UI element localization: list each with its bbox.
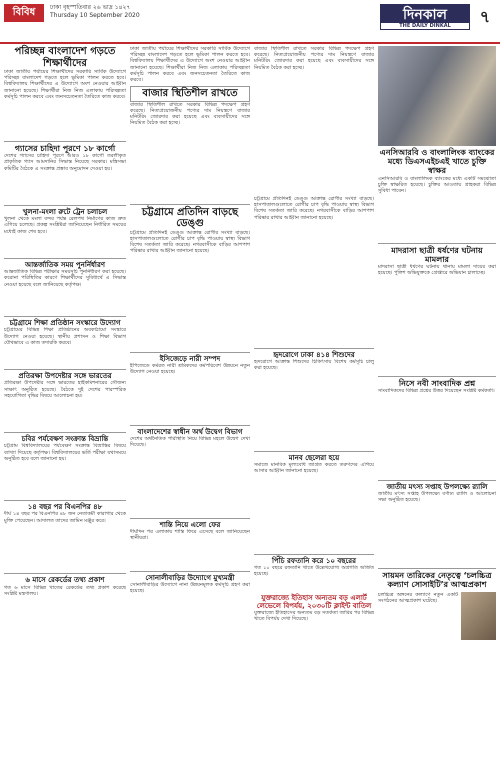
article-body: এনসিআরবি ও বাংলালিংক ব্যাংকের মধ্যে একটি সমঝোতা চুক্তি স্বাক্ষরিত হয়েছে। চুক্তির আওতায় গ্রাহকরা বিভিন্ন সুবিধা পাবেন। (378, 175, 496, 194)
divider (4, 500, 126, 501)
divider (4, 369, 126, 370)
article-body: ঢাকা জাতীয় পর্যায়ের শিক্ষার্থীদের সরকারি সার্বিক উদ্যোগে পরিচ্ছন্ন বাংলাদেশ গড়তে হলে ভূমিকা পালন করতে হবে। বিশ্ববিদ্যালয় শিক্ষার্থীদের এ উদ্যোগে অংশ নেওয়ার আহ্বান জানানো হয়েছে। শিক্ষার্থীরা নিজ নিজ এলাকায় পরিচ্ছন্নতা কর্মসূচি পালন করবে এবং জনসচেতনতা তৈরিতে কাজ করবে। (130, 46, 250, 84)
divider (254, 554, 374, 555)
article-body: চলচ্চিত্র অঙ্গনের কল্যাণে নতুন একটি সংগঠনের আত্মপ্রকাশ ঘটেছে। (378, 591, 458, 604)
article-body: সোনালীবাড়ির উদ্যোগে নানা উন্নয়নমূলক কর্মসূচি গ্রহণ করা হয়েছে। (130, 581, 250, 594)
divider (378, 480, 496, 481)
divider (4, 316, 126, 317)
divider (378, 568, 496, 569)
article-body: সাংবাদিকদের বিভিন্ন প্রশ্নের উত্তর দিয়েছেন সংশ্লিষ্ট কর্মকর্তা। (378, 388, 495, 395)
headline: বাজার স্থিতিশীল রাখতে (130, 86, 250, 102)
brand-name: দিনকাল (402, 7, 447, 23)
dateline (50, 4, 140, 20)
portrait-photo (461, 592, 496, 640)
article-body: ইপিজেডে কর্মরত নারী শ্রমিকদের কর্মপরিবেশ উন্নয়নে নতুন উদ্যোগ নেওয়া হয়েছে। (130, 362, 250, 375)
divider (254, 348, 374, 349)
headline: পরিচ্ছন্ন বাংলাদেশ গড়তে শিক্ষার্থীদের (14, 46, 116, 69)
article-body: প্রতিরক্ষা উপদেষ্টার সঙ্গে ভারতের হাইকমিশনারের সৌজন্য সাক্ষাৎ অনুষ্ঠিত হয়েছে। বৈঠকে দুই দেশের পারস্পরিক সহযোগিতা বৃদ্ধির বিষয়ে আলোচনা হয়। (4, 380, 126, 399)
article-body: দেশের অর্থনৈতিক পরিস্থিতি নিয়ে বিভিন্ন মহলে উদ্বেগ দেখা দিয়েছে। (130, 435, 250, 448)
wide-story (254, 594, 374, 760)
article-body: চট্টগ্রামে প্রতিদিনই ডেঙ্গু আক্রান্ত রোগীর সংখ্যা বাড়ছে। হাসপাতালগুলোতে রোগীর চাপ বৃদ্ধি পাওয়ায় স্বাস্থ্য বিভাগ বিশেষ সতর্কতা জারি করেছে। নগরবাসীকে বাড়ির আশপাশ পরিষ্কার রাখার আহ্বান জানানো হয়েছে। (254, 196, 374, 221)
divider (4, 258, 126, 259)
divider (254, 451, 374, 452)
headline: মাদরাসা ছাত্রী ধর্ষণের ঘটনায় মামলার (391, 245, 483, 264)
headline: সায়মন তারিকের নেতৃত্বে ‘চলচ্চিত্র কল্যাণ সোসাইটি’র আত্মপ্রকাশ (382, 571, 492, 590)
divider (4, 205, 126, 206)
divider (130, 204, 250, 205)
divider (130, 352, 250, 353)
date-en: Thursday 10 September 2020 (50, 12, 140, 19)
divider (378, 376, 496, 377)
article-body: সমাজে মানবিক মূল্যবোধ জাগ্রত করতে তরুণদের এগিয়ে আসার আহ্বান জানানো হয়েছে। (254, 462, 374, 475)
article-body: হৃদরোগে আক্রান্ত শিশুদের চিকিৎসায় বিশেষ কর্মসূচি চালু করা হয়েছে। (254, 359, 374, 372)
divider (4, 432, 126, 433)
society-story (378, 592, 496, 682)
signing-photo (378, 46, 496, 146)
article-body: যুক্তরাজ্যে ইতিহাসের অন্যতম বড় সতর্কতা জারির পর বিভিন্ন খাতে বিপর্যয় দেখা দিয়েছে। (254, 610, 374, 623)
divider (130, 425, 250, 426)
page-number: ৭ (479, 7, 491, 26)
headline: আন্তর্জাতিক সময় পুনর্নির্ধারণ (24, 261, 106, 270)
headline: যুক্তরাজ্যে ইতিহাস অন্যতম বড় এলার্ট লেভেলে বিপর্যয়, ২০৩০টি ক্লাইন্ট বাতিল (256, 594, 372, 611)
headline: জাতীয় মৎস্য সপ্তাহ উপলক্ষ্যে র‍্যালি (386, 483, 488, 492)
article-body: ঢাকা জাতীয় পর্যায়ের শিক্ষার্থীদের সরকারি সার্বিক উদ্যোগে পরিচ্ছন্ন বাংলাদেশ গড়তে হলে ভূমিকা পালন করতে হবে। বিশ্ববিদ্যালয় শিক্ষার্থীদের এ উদ্যোগে অংশ নেওয়ার আহ্বান জানানো হয়েছে। শিক্ষার্থীরা নিজ নিজ এলাকায় পরিচ্ছন্নতা কর্মসূচি পালন করবে এবং জনসচেতনতা তৈরিতে কাজ করবে। (4, 69, 126, 100)
headline: সোনালীবাড়ির উদ্যোগে মুখ্যমন্ত্রী (145, 573, 235, 582)
headline: মানব ছেলেরা হয়ে (288, 454, 340, 463)
column-1 (4, 46, 126, 675)
headline: চট্টগ্রামে প্রতিদিন বাড়ছে ডেঙ্গু (141, 206, 239, 229)
divider (378, 243, 496, 244)
article-body: চট্টগ্রামের বিভিন্ন শিক্ষা প্রতিষ্ঠানের অবকাঠামো সংস্কারে উদ্যোগ নেওয়া হয়েছে। স্থানীয় প্রশাসন ও শিক্ষা বিভাগ যৌথভাবে এ কাজ তদারকি করবে। (4, 327, 126, 346)
divider (4, 573, 126, 574)
headline: খুলনা-মংলা রুটে ট্রেন চলাচল (22, 208, 108, 217)
column-2 (130, 46, 250, 662)
headline: শান্তি নিয়ে এলো ফের (159, 520, 221, 529)
headline: বাংলাদেশের স্বাধীন অর্থ উদ্বেগ বিভাগ (137, 427, 243, 436)
article-body: গত ১০ বছরে রফতানি খাতে উল্লেখযোগ্য অগ্রগতি অর্জিত হয়েছে। (254, 565, 374, 578)
column-3 (254, 46, 374, 625)
divider (4, 141, 126, 142)
article-body: খুলনা থেকে মংলা বন্দর পর্যন্ত রেলপথ নির্মাণের কাজ দ্রুত এগিয়ে চলেছে। প্রকল্প সংশ্লিষ্টরা জানিয়েছেন নির্ধারিত সময়ের মধ্যেই কাজ শেষ হবে। (4, 216, 126, 235)
article-body: দীর্ঘ ১৪ বছর পর বিএনপির ৪৮ জন নেতাকর্মী কারাগার থেকে মুক্তি পেয়েছেন। আদালত তাদের জামিন মঞ্জুর করে। (4, 511, 126, 524)
article-body: বাজার স্থিতিশীল রাখতে সরকার বিভিন্ন পদক্ষেপ গ্রহণ করেছে। নিত্যপ্রয়োজনীয় পণ্যের দাম নিয়ন্ত্রণে বাজার মনিটরিং জোরদার করা হয়েছে এবং ব্যবসায়ীদের সঙ্গে নিয়মিত বৈঠক করা হচ্ছে। (254, 46, 374, 71)
headline: ইসিজেড়ে নারী সম্পদ (159, 354, 221, 363)
article-body: দেশের গ্যাসের চাহিদা পূরণে আরও ১৮ কার্গো তরলীকৃত প্রাকৃতিক গ্যাস আমদানির সিদ্ধান্ত নিয়েছে সরকার। মন্ত্রিসভা কমিটির বৈঠকে এ সংক্রান্ত প্রস্তাব অনুমোদন দেওয়া হয়। (4, 153, 126, 172)
divider (130, 518, 250, 519)
divider (130, 571, 250, 572)
headline: চট্টগ্রামে শিক্ষা প্রতিষ্ঠান সংস্কারে উদ্যোগ (9, 319, 121, 328)
headline: নিসে নবী সাংবাদিক প্রশ্ন (398, 378, 476, 388)
headline: গ্যাসের চাহিদা পূরণে ১৮ কার্গো (14, 144, 116, 153)
headline: এনসিআরবি ও বাংলালিংক ব্যাংকের মধ্যে ডিএসএইচএই খাতে চুক্তি স্বাক্ষর (379, 148, 495, 176)
brand-tagline: THE DAILY DINKAL (381, 23, 469, 29)
headline: হৃদরোগে ঢাকা ৪১৪ শিশুদের (273, 351, 355, 359)
article-body: চট্টগ্রাম বিশ্ববিদ্যালয়ের পর্যবেক্ষণ সংক্রান্ত বিভ্রান্তির বিষয়ে ব্যাখ্যা দিয়েছে কর্তৃপক্ষ। বিশ্ববিদ্যালয়ের ভর্তি পরীক্ষা যথাসময়ে অনুষ্ঠিত হবে বলে জানানো হয়। (4, 443, 126, 462)
article-body: আন্তর্জাতিক বিভিন্ন পরীক্ষার সময়সূচি পুনর্নির্ধারণ করা হয়েছে। করোনা পরিস্থিতির কারণে শিক্ষার্থীদের সুবিধার্থে এ সিদ্ধান্ত নেওয়া হয়েছে বলে জানিয়েছে কর্তৃপক্ষ। (4, 269, 126, 288)
article-body: চট্টগ্রামে প্রতিদিনই ডেঙ্গু আক্রান্ত রোগীর সংখ্যা বাড়ছে। হাসপাতালগুলোতে রোগীর চাপ বৃদ্ধি পাওয়ায় স্বাস্থ্য বিভাগ বিশেষ সতর্কতা জারি করেছে। নগরবাসীকে বাড়ির আশপাশ পরিষ্কার রাখার আহ্বান জানানো হয়েছে। (130, 229, 250, 255)
headline: প্রতিরক্ষা উপদেষ্টার সঙ্গে ভারতের (18, 372, 112, 381)
headline: ১৪ বছর পর বিএনপির ৪৮ (27, 503, 103, 512)
newspaper-logo (380, 4, 470, 30)
article-body: দীর্ঘদিন পর এলাকায় শান্তি ফিরে এসেছে বলে জানিয়েছেন স্থানীয়রা। (130, 528, 250, 541)
article-body: মাদরাসা ছাত্রী ধর্ষণের ঘটনায় থানায় মামলা দায়ের করা হয়েছে। পুলিশ অভিযুক্তকে গ্রেপ্তারে অভিযান চালাচ্ছে। (378, 263, 496, 277)
headline: চবির পর্যবেক্ষণ সংক্রান্ত বিভ্রান্তি (21, 435, 109, 444)
article-body: জাতীয় মৎস্য সপ্তাহ উপলক্ষ্যে বর্ণাঢ্য র‍্যালি ও আলোচনা সভা অনুষ্ঠিত হয়েছে। (378, 491, 496, 504)
headline: ৬ মাসে রেকর্ডের তথ্য প্রকাশ (25, 576, 105, 585)
section-tag: বিবিধ (4, 4, 44, 22)
column-4 (378, 46, 496, 682)
article-body: বাজার স্থিতিশীল রাখতে সরকার বিভিন্ন পদক্ষেপ গ্রহণ করেছে। নিত্যপ্রয়োজনীয় পণ্যের দাম নিয়ন্ত্রণে বাজার মনিটরিং জোরদার করা হয়েছে এবং ব্যবসায়ীদের সঙ্গে নিয়মিত বৈঠক করা হচ্ছে। (130, 101, 250, 127)
headline: পিঁচি রফতানি করে ১০ বছরের (271, 557, 357, 566)
date-bn: ঢাকা বৃহস্পতিবার ২৬ ভাদ্র ১৪২৭ (50, 4, 131, 11)
article-body: গত ৬ মাসে বিভিন্ন খাতের রেকর্ডের তথ্য প্রকাশ করেছে সংশ্লিষ্ট মন্ত্রণালয়। (4, 584, 126, 597)
masthead (0, 0, 500, 44)
